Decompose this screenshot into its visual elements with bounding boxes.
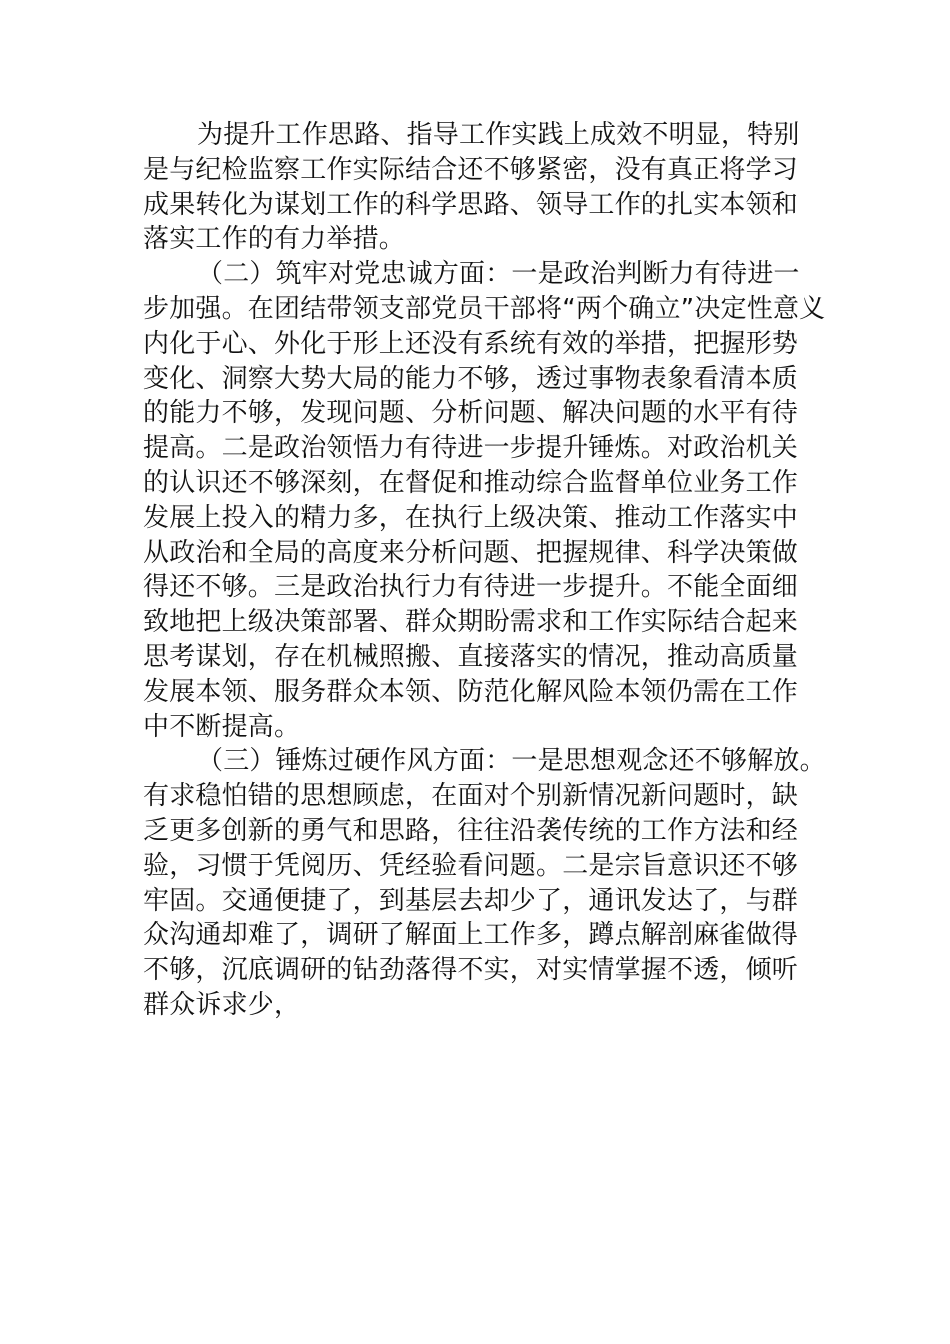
text-line: （二）筑牢对党忠诚方面：一是政治判断力有待进一 — [197, 259, 800, 290]
text-line: 为提升工作思路、指导工作实践上成效不明显，特别 — [197, 120, 800, 150]
text-line: 乏更多创新的勇气和思路，往往沿袭传统的工作方法和经 — [143, 815, 799, 846]
text-line: 提高。二是政治领悟力有待进一步提升锤炼。对政治机关 — [143, 433, 799, 464]
text-line: 群众诉求少， — [143, 989, 301, 1020]
text-line: 变化、洞察大势大局的能力不够，透过事物表象看清本质 — [143, 363, 799, 394]
body-text — [143, 118, 833, 1023]
text-line: 验，习惯于凭阅历、凭经验看问题。二是宗旨意识还不够 — [143, 850, 799, 881]
text-line: 成果转化为谋划工作的科学思路、领导工作的扎实本领和 — [143, 189, 799, 220]
text-line: 的认识还不够深刻，在督促和推动综合监督单位业务工作 — [143, 467, 799, 498]
text-line: 致地把上级决策部署、群众期盼需求和工作实际结合起来 — [143, 607, 799, 638]
text-line: 不够，沉底调研的钻劲落得不实，对实情掌握不透，倾听 — [143, 955, 799, 986]
paragraph-1 — [143, 118, 833, 257]
text-line: 步加强。在团结带领支部党员干部将“两个确立”决定性意义 — [143, 293, 826, 324]
paragraph-3 — [143, 744, 833, 1022]
text-line: 众沟通却难了，调研了解面上工作多，蹲点解剖麻雀做得 — [143, 920, 799, 951]
text-line: 中不断提高。 — [143, 711, 301, 742]
text-line: 发展上投入的精力多，在执行上级决策、推动工作落实中 — [143, 502, 799, 533]
text-line: 得还不够。三是政治执行力有待进一步提升。不能全面细 — [143, 572, 799, 603]
text-line: 内化于心、外化于形上还没有系统有效的举措，把握形势 — [143, 328, 799, 359]
text-line: 从政治和全局的高度来分析问题、把握规律、科学决策做 — [143, 537, 799, 568]
paragraph-2 — [143, 257, 833, 744]
text-line: 思考谋划，存在机械照搬、直接落实的情况，推动高质量 — [143, 641, 799, 672]
text-line: 发展本领、服务群众本领、防范化解风险本领仍需在工作 — [143, 676, 799, 707]
text-line: 的能力不够，发现问题、分析问题、解决问题的水平有待 — [143, 398, 799, 429]
text-line: 是与纪检监察工作实际结合还不够紧密，没有真正将学习 — [143, 154, 799, 185]
text-line: （三）锤炼过硬作风方面：一是思想观念还不够解放。 — [197, 746, 826, 777]
text-line: 落实工作的有力举措。 — [143, 224, 406, 255]
text-line: 有求稳怕错的思想顾虑，在面对个别新情况新问题时，缺 — [143, 781, 799, 812]
text-line: 牢固。交通便捷了，到基层去却少了，通讯发达了，与群 — [143, 885, 799, 916]
